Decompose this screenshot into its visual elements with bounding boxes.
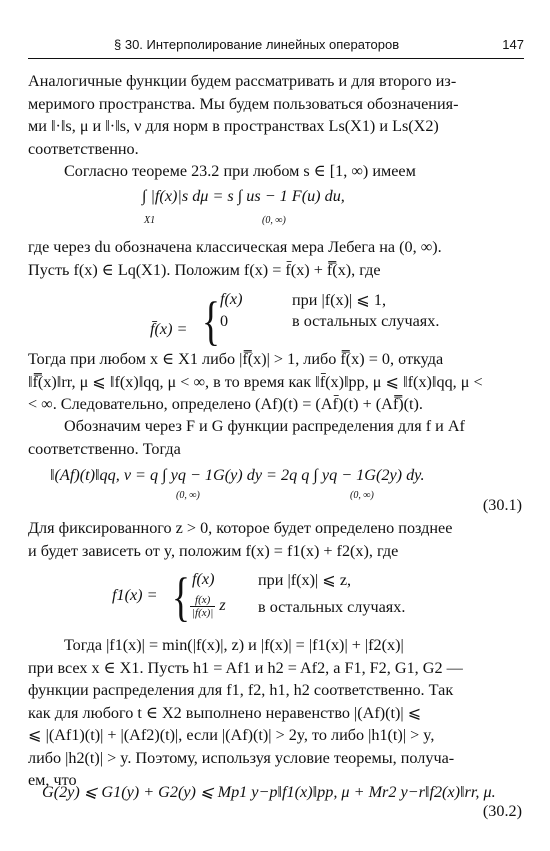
- equation-2-brace: {: [201, 291, 221, 351]
- equation-2-lhs: f̄(x) =: [150, 320, 188, 338]
- paragraph-4: [28, 348, 526, 416]
- equation-2-case1-cond: при |f(x)| ⩽ 1,: [292, 291, 387, 309]
- equation-2-case1-expr: f(x): [220, 290, 243, 308]
- equation-3-limit-a: (0, ∞): [176, 490, 200, 501]
- text-line: ⩽ |(Af1)(t)| + |(Af2)(t)|, если |(Af)(t)| > 2y, то либо |h1(t)| > y,: [28, 726, 435, 744]
- text-line: соответственно. Тогда: [28, 439, 181, 458]
- text-line: как для любого t ∈ X2 выполнено неравенство |(Af)(t)| ⩽: [28, 703, 422, 722]
- running-header: [28, 35, 524, 57]
- text-line: Согласно теореме 23.2 при любом s ∈ [1, ∞) имеем: [64, 162, 416, 180]
- paragraph-6: [28, 517, 526, 562]
- equation-4-case1-expr: f(x): [192, 570, 215, 588]
- equation-5: G(2y) ⩽ G1(y) + G2(y) ⩽ Mp1 y−p‖f1(x)‖pp, μ + Mr2 y−r‖f2(x)‖rr, μ.: [42, 783, 496, 801]
- equation-4-case1-cond: при |f(x)| ⩽ z,: [258, 571, 352, 589]
- page-number: 147: [502, 37, 524, 52]
- text-line: где через du обозначена классическая мера Лебега на (0, ∞).: [28, 238, 442, 256]
- text-line: ‖f̿(x)‖rr, μ ⩽ ‖f(x)‖qq, μ < ∞, в то время как ‖f̄(x)‖pp, μ ⩽ ‖f(x)‖qq, μ <: [28, 372, 483, 391]
- fraction-numerator: f(x): [190, 594, 215, 607]
- fraction-denominator: |f(x)|: [192, 607, 214, 619]
- text-line: меримого пространства. Мы будем пользоваться обозначения-: [28, 94, 459, 113]
- equation-4-case2-expr: [190, 594, 226, 619]
- text-line: ми ‖·‖s, μ и ‖·‖s, ν для норм в пространствах Ls(X1) и Ls(X2): [28, 117, 439, 135]
- equation-2-case2-cond: в остальных случаях.: [292, 312, 440, 330]
- text-line: < ∞. Следовательно, определено (Af)(t) = (Af̄)(t) + (Af̿)(t).: [28, 395, 423, 413]
- equation-1-limit-b: (0, ∞): [262, 215, 286, 226]
- equation-3: ‖(Af)(t)‖qq, ν = q ∫ yq − 1G(y) dy = 2q q ∫ yq − 1G(2y) dy.: [50, 466, 425, 484]
- text-line: Для фиксированного z > 0, которое будет определено позднее: [28, 519, 453, 537]
- paragraph-2: [28, 160, 526, 183]
- equation-4-case2-cond: в остальных случаях.: [258, 598, 406, 616]
- equation-1: [142, 187, 345, 206]
- text-line: Обозначим через F и G функции распределения для f и Af: [64, 417, 465, 435]
- text-line: Аналогичные функции будем рассматривать и для второго из-: [28, 72, 457, 90]
- equation-2-case2-expr: 0: [220, 312, 229, 330]
- text-line: Пусть f(x) ∈ Lq(X1). Положим f(x) = f̄(x) + f̿(x), где: [28, 260, 381, 279]
- text-line: Тогда |f1(x)| = min(|f(x)|, z) и |f(x)| = |f1(x)| + |f2(x)|: [64, 636, 404, 654]
- header-rule: [28, 58, 524, 59]
- equation-4-z: z: [219, 596, 226, 615]
- text-line: при всех x ∈ X1. Пусть h1 = Af1 и h2 = Af2, а F1, F2, G1, G2 —: [28, 658, 463, 677]
- equation-3-number: (30.1): [482, 496, 522, 514]
- paragraph-1: [28, 70, 526, 160]
- paragraph-7: [28, 634, 526, 792]
- text-line: и будет зависеть от y, положим f(x) = f1(x) + f2(x), где: [28, 541, 399, 560]
- equation-4-lhs: f1(x) =: [112, 586, 158, 604]
- equation-4-fraction: [190, 594, 215, 619]
- equation-5-number: (30.2): [482, 802, 522, 820]
- text-line: соответственно.: [28, 139, 139, 158]
- text-line: Тогда при любом x ∈ X1 либо |f̿(x)| > 1, либо f̿(x) = 0, откуда: [28, 350, 444, 368]
- text-line: либо |h2(t)| > y. Поэтому, используя условие теоремы, получа-: [28, 748, 455, 767]
- equation-3-limit-b: (0, ∞): [350, 490, 374, 501]
- equation-4-brace: {: [171, 567, 191, 627]
- paragraph-3: [28, 236, 526, 281]
- section-title: § 30. Интерполирование линейных операторов: [114, 37, 400, 52]
- equation-1-body: ∫ |f(x)|s dμ = s ∫ us − 1 F(u) du,: [142, 187, 345, 205]
- equation-1-limit-a: X1: [144, 215, 156, 226]
- text-line: функции распределения для f1, f2, h1, h2 соответственно. Так: [28, 681, 454, 699]
- paragraph-5: [28, 415, 526, 460]
- text-line: ем, что: [28, 771, 77, 789]
